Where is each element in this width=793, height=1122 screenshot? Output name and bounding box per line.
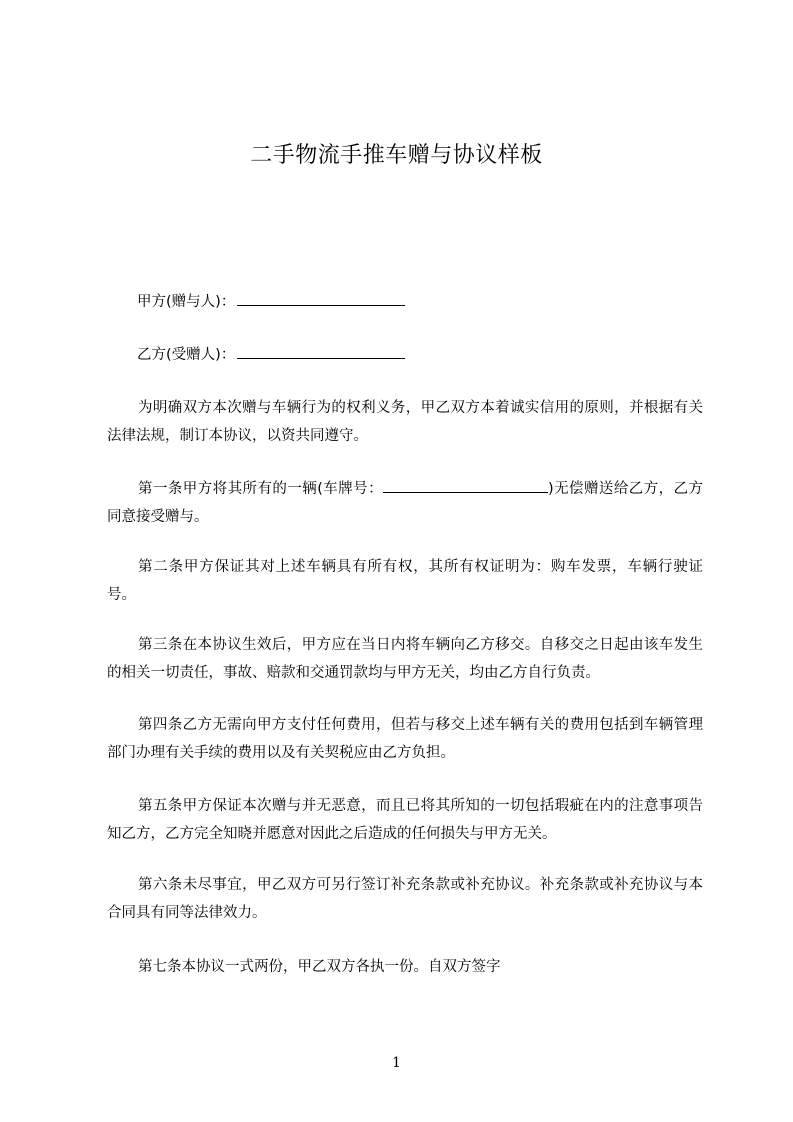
party-b-label: 乙方(受赠人)： [137, 347, 236, 363]
article-6: 第六条未尽事宜，甲乙双方可另行签订补充条款或补充协议。补充条款或补充协议与本合同具有同等法律效力。 [107, 877, 703, 921]
article-1-text-before: 第一条甲方将其所有的一辆(车牌号： [138, 481, 384, 497]
article-1 [107, 475, 703, 531]
article-7: 第七条本协议一式两份，甲乙双方各执一份。自双方签字 [138, 959, 501, 975]
page-number: 1 [392, 1055, 401, 1071]
party-b-line [137, 344, 405, 365]
article-1-text-after: )无偿赠送给乙方，乙方同意接受赠与。 [107, 481, 704, 525]
party-a-blank [237, 291, 405, 306]
article-2: 第二条甲方保证其对上述车辆具有所有权，其所有权证明为：购车发票，车辆行驶证号。 [107, 559, 703, 603]
plate-number-blank [383, 478, 548, 493]
article-4: 第四条乙方无需向甲方支付任何费用，但若与移交上述车辆有关的费用包括到车辆管理部门办理有关手续的费用以及有关契税应由乙方负担。 [107, 717, 703, 761]
party-a-line [137, 291, 405, 312]
party-a-label: 甲方(赠与人)： [137, 294, 236, 310]
article-3: 第三条在本协议生效后，甲方应在当日内将车辆向乙方移交。自移交之日起由该车发生的相关一切责任，事故、赔款和交通罚款均与甲方无关，均由乙方自行负责。 [107, 637, 703, 681]
intro-paragraph: 为明确双方本次赠与车辆行为的权利义务，甲乙双方本着诚实信用的原则，并根据有关法律法规，制订本协议，以资共同遵守。 [107, 400, 703, 444]
party-b-blank [237, 344, 405, 359]
article-5: 第五条甲方保证本次赠与并无恶意，而且已将其所知的一切包括瑕疵在内的注意事项告知乙方，乙方完全知晓并愿意对因此之后造成的任何损失与甲方无关。 [107, 798, 703, 842]
document-title: 二手物流手推车赠与协议样板 [250, 143, 543, 168]
